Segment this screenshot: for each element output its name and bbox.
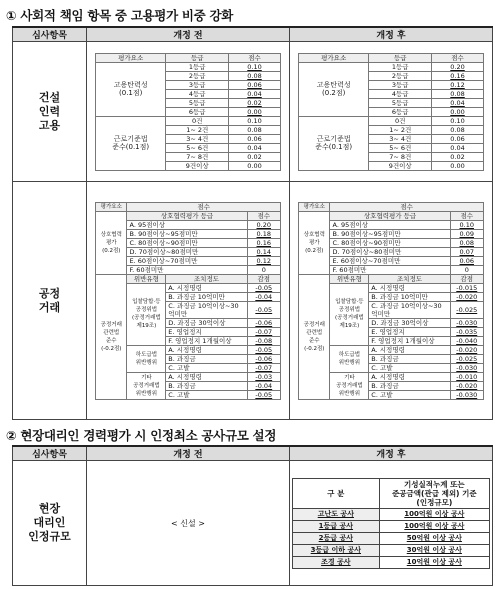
violation-type: 입찰담합·등 공정위법 (공정거래법 제19조) (330, 283, 369, 345)
cell: 0.04 (432, 98, 484, 107)
cell: 0.06 (229, 80, 281, 89)
violation-label: 공정거래 관련법 준수 (-0.2점) (96, 274, 127, 399)
cell: E. 영업정지 (369, 327, 450, 336)
cell: -0.015 (450, 283, 483, 292)
cell: 평가요소 (96, 53, 166, 62)
cell: 점수 (330, 202, 483, 211)
cell: -0.030 (450, 363, 483, 372)
cell: 0.20 (432, 62, 484, 71)
cell: 0.09 (450, 229, 483, 238)
scale-class: 2등급 공사 (293, 532, 380, 544)
cell: -0.020 (450, 345, 483, 354)
cell: -0.030 (450, 318, 483, 327)
scale-row (293, 520, 490, 532)
cell: F. 60점미만 (330, 265, 450, 274)
cell: 6등급 (166, 107, 229, 116)
cell: -0.020 (450, 292, 483, 301)
cell: -0.05 (247, 390, 280, 399)
cell: A. 시정명령 (166, 372, 247, 381)
cell: 감점 (450, 274, 483, 283)
cell: C. 고발 (369, 390, 450, 399)
cell: E. 60점이상~70점미만 (330, 256, 450, 265)
fair-trade-table (95, 202, 281, 400)
compliance-label: 근로기준법 준수(0.1점) (299, 116, 369, 170)
emp-before (87, 42, 290, 182)
fair-before (87, 182, 290, 420)
cell: 0.00 (229, 161, 281, 170)
cell: 2등급 (166, 71, 229, 80)
cell: -0.05 (247, 301, 280, 318)
scale-class: 3등급 이하 공사 (293, 544, 380, 556)
cell: A. 시정명령 (166, 283, 247, 292)
coop-label: 상호협력 평가 (0.2점) (96, 211, 127, 274)
cell: D. 과징금 30억이상 (369, 318, 450, 327)
cell: 3~ 4건 (166, 134, 229, 143)
cell: 0.16 (432, 71, 484, 80)
cell: A. 95점이상 (330, 220, 450, 229)
cell: 점수 (247, 211, 280, 220)
scale-criteria: 50억원 이상 공사 (379, 532, 489, 544)
fair-after (290, 182, 493, 420)
cell: B. 90점이상~95점미만 (127, 229, 247, 238)
cell: 7~ 8건 (166, 152, 229, 161)
scale-row (293, 556, 490, 568)
compliance-label: 근로기준법 준수(0.1점) (96, 116, 166, 170)
col-item: 심사항목 (13, 27, 87, 42)
cell: 4등급 (166, 89, 229, 98)
cell: E. 60점이상~70점미만 (127, 256, 247, 265)
cell: 0.08 (229, 71, 281, 80)
cell: 상호협력평가 등급 (127, 211, 247, 220)
cell: 0.08 (229, 125, 281, 134)
col-after: 개정 후 (290, 446, 493, 461)
scale-criteria: 10억원 이상 공사 (379, 556, 489, 568)
scale-row (293, 532, 490, 544)
cell: C. 과징금 10억이상~30억미만 (369, 301, 450, 318)
cell: -0.025 (450, 301, 483, 318)
cell: 0.07 (450, 247, 483, 256)
cell: 5~ 6건 (166, 143, 229, 152)
cell: 0 (450, 265, 483, 274)
cat-site-agent: 현장 대리인 인정규모 (13, 461, 87, 586)
cell: -0.05 (247, 345, 280, 354)
cell: 0.08 (432, 89, 484, 98)
cell: 위반유형 (330, 274, 369, 283)
cell: 4등급 (369, 89, 432, 98)
section1-title: ① 사회적 책임 항목 중 고용평가 비중 강화 (6, 8, 234, 23)
cell: 5~ 6건 (369, 143, 432, 152)
cell: D. 70점이상~80점미만 (330, 247, 450, 256)
coop-label: 상호협력 평가 (0.2점) (299, 211, 330, 274)
flex-label: 고용탄력성 (0.1점) (96, 62, 166, 116)
cell: -0.06 (247, 354, 280, 363)
scale-table (292, 478, 490, 569)
cell: 점수 (432, 53, 484, 62)
fair-trade-table (298, 202, 484, 400)
cell: 0.06 (229, 134, 281, 143)
cell: 0.10 (450, 220, 483, 229)
cell: D. 70점이상~80점미만 (127, 247, 247, 256)
cell: 0.04 (229, 89, 281, 98)
s2-after (290, 461, 493, 586)
cell: 평가요소 (299, 53, 369, 62)
cell: 3등급 (166, 80, 229, 89)
scale-class: 고난도 공사 (293, 508, 380, 520)
cell: 상호협력평가 등급 (330, 211, 450, 220)
cell: 등급 (166, 53, 229, 62)
cell: 1등급 (369, 62, 432, 71)
cell: 0.08 (450, 238, 483, 247)
cell: 9건이상 (166, 161, 229, 170)
cell: D. 과징금 30억이상 (166, 318, 247, 327)
cell: C. 80점이상~90점미만 (127, 238, 247, 247)
cell: 3등급 (369, 80, 432, 89)
cell: 감점 (247, 274, 280, 283)
cell: -0.030 (450, 390, 483, 399)
cell: 3~ 4건 (369, 134, 432, 143)
cell: 0건 (166, 116, 229, 125)
cell: A. 시정명령 (369, 372, 450, 381)
cell: 0.04 (229, 143, 281, 152)
cell: A. 시정명령 (369, 283, 450, 292)
cell: -0.05 (247, 283, 280, 292)
cell: F. 영업정지 1개월이상 (369, 336, 450, 345)
cell: A. 95점이상 (127, 220, 247, 229)
violation-type: 하도급법 위반행위 (330, 345, 369, 372)
cell: C. 고발 (369, 363, 450, 372)
cell: B. 과징금 (166, 354, 247, 363)
cell: 0건 (369, 116, 432, 125)
cell: 7~ 8건 (369, 152, 432, 161)
cell: 0.06 (450, 256, 483, 265)
employment-grade-table (95, 53, 281, 171)
cell: C. 80점이상~90점미만 (330, 238, 450, 247)
cell: 0.08 (432, 125, 484, 134)
cell: -0.04 (247, 381, 280, 390)
cell: 0.20 (247, 220, 280, 229)
cell: 0.00 (432, 107, 484, 116)
cell: B. 과징금 10억미만 (166, 292, 247, 301)
scale-col-criteria: 기성실적누계 또는 준공금액(관급 제외) 기준 (인정규모) (379, 478, 489, 508)
flex-label: 고용탄력성 (0.2점) (299, 62, 369, 116)
cell: A. 시정명령 (166, 345, 247, 354)
cell: 0.14 (247, 247, 280, 256)
cell: -0.020 (450, 381, 483, 390)
cell: 0.00 (229, 107, 281, 116)
scale-row (293, 544, 490, 556)
cell: A. 시정명령 (369, 345, 450, 354)
cell: 1~ 2건 (166, 125, 229, 134)
cell: 0.02 (229, 152, 281, 161)
cell: F. 영업정지 1개월이상 (166, 336, 247, 345)
cell: 0.10 (229, 116, 281, 125)
cell: 조치정도 (369, 274, 450, 283)
cell: 1~ 2건 (369, 125, 432, 134)
cell: -0.040 (450, 336, 483, 345)
cell: B. 90점이상~95점미만 (330, 229, 450, 238)
cell: -0.03 (247, 372, 280, 381)
cell: -0.035 (450, 327, 483, 336)
col-after: 개정 후 (290, 27, 493, 42)
scale-class: 1등급 공사 (293, 520, 380, 532)
cat-fair: 공정 거래 (13, 182, 87, 420)
cell: -0.025 (450, 354, 483, 363)
cell: B. 과징금 (369, 354, 450, 363)
cat-employment: 건설 인력 고용 (13, 42, 87, 182)
s2-before: < 신설 > (87, 461, 290, 586)
cell: 0.02 (229, 98, 281, 107)
cell: 점수 (127, 202, 280, 211)
cell: 점수 (229, 53, 281, 62)
cell: B. 과징금 (166, 381, 247, 390)
cell: -0.08 (247, 336, 280, 345)
cell: 0.12 (432, 80, 484, 89)
cell: 5등급 (166, 98, 229, 107)
cell: 위반유형 (127, 274, 166, 283)
section2-title: ② 현장대리인 경력평가 시 인정최소 공사규모 설정 (6, 428, 277, 443)
cell: 0.06 (432, 134, 484, 143)
scale-criteria: 100억원 이상 공사 (379, 520, 489, 532)
cell: 0.12 (247, 256, 280, 265)
cell: 9건이상 (369, 161, 432, 170)
cell: E. 영업정지 (166, 327, 247, 336)
cell: 평가요소 (299, 202, 330, 211)
employment-grade-table (298, 53, 484, 171)
cell: C. 고발 (166, 390, 247, 399)
cell: 0 (247, 265, 280, 274)
cell: 조치정도 (166, 274, 247, 283)
scale-row (293, 508, 490, 520)
cell: B. 과징금 (369, 381, 450, 390)
violation-type: 하도급법 위반행위 (127, 345, 166, 372)
cell: C. 고발 (166, 363, 247, 372)
cell: 5등급 (369, 98, 432, 107)
emp-after (290, 42, 493, 182)
cell: 1등급 (166, 62, 229, 71)
violation-type: 기타 공정거래법 위반행위 (330, 372, 369, 399)
cell: B. 과징금 10억미만 (369, 292, 450, 301)
cell: -0.04 (247, 292, 280, 301)
cell: 0.10 (229, 62, 281, 71)
scale-class: 조경 공사 (293, 556, 380, 568)
cell: C. 과징금 10억이상~30억미만 (166, 301, 247, 318)
cell: 0.04 (432, 143, 484, 152)
cell: 0.10 (432, 116, 484, 125)
cell: 0.02 (432, 152, 484, 161)
violation-type: 기타 공정거래법 위반행위 (127, 372, 166, 399)
col-before: 개정 전 (87, 446, 290, 461)
scale-criteria: 30억원 이상 공사 (379, 544, 489, 556)
scale-col-class: 구 분 (293, 478, 380, 508)
cell: 점수 (450, 211, 483, 220)
section1-table (12, 26, 493, 420)
cell: 등급 (369, 53, 432, 62)
cell: 6등급 (369, 107, 432, 116)
cell: -0.07 (247, 327, 280, 336)
section2-table (12, 445, 493, 586)
violation-label: 공정거래 관련법 준수 (-0.2점) (299, 274, 330, 399)
cell: 0.00 (432, 161, 484, 170)
cell: 0.16 (247, 238, 280, 247)
cell: -0.07 (247, 363, 280, 372)
violation-type: 입찰담합·등 공정위법 (공정거래법 제19조) (127, 283, 166, 345)
scale-criteria: 100억원 이상 공사 (379, 508, 489, 520)
col-before: 개정 전 (87, 27, 290, 42)
cell: 2등급 (369, 71, 432, 80)
col-item: 심사항목 (13, 446, 87, 461)
cell: F. 60점미만 (127, 265, 247, 274)
cell: -0.010 (450, 372, 483, 381)
cell: 0.18 (247, 229, 280, 238)
cell: -0.06 (247, 318, 280, 327)
cell: 평가요소 (96, 202, 127, 211)
